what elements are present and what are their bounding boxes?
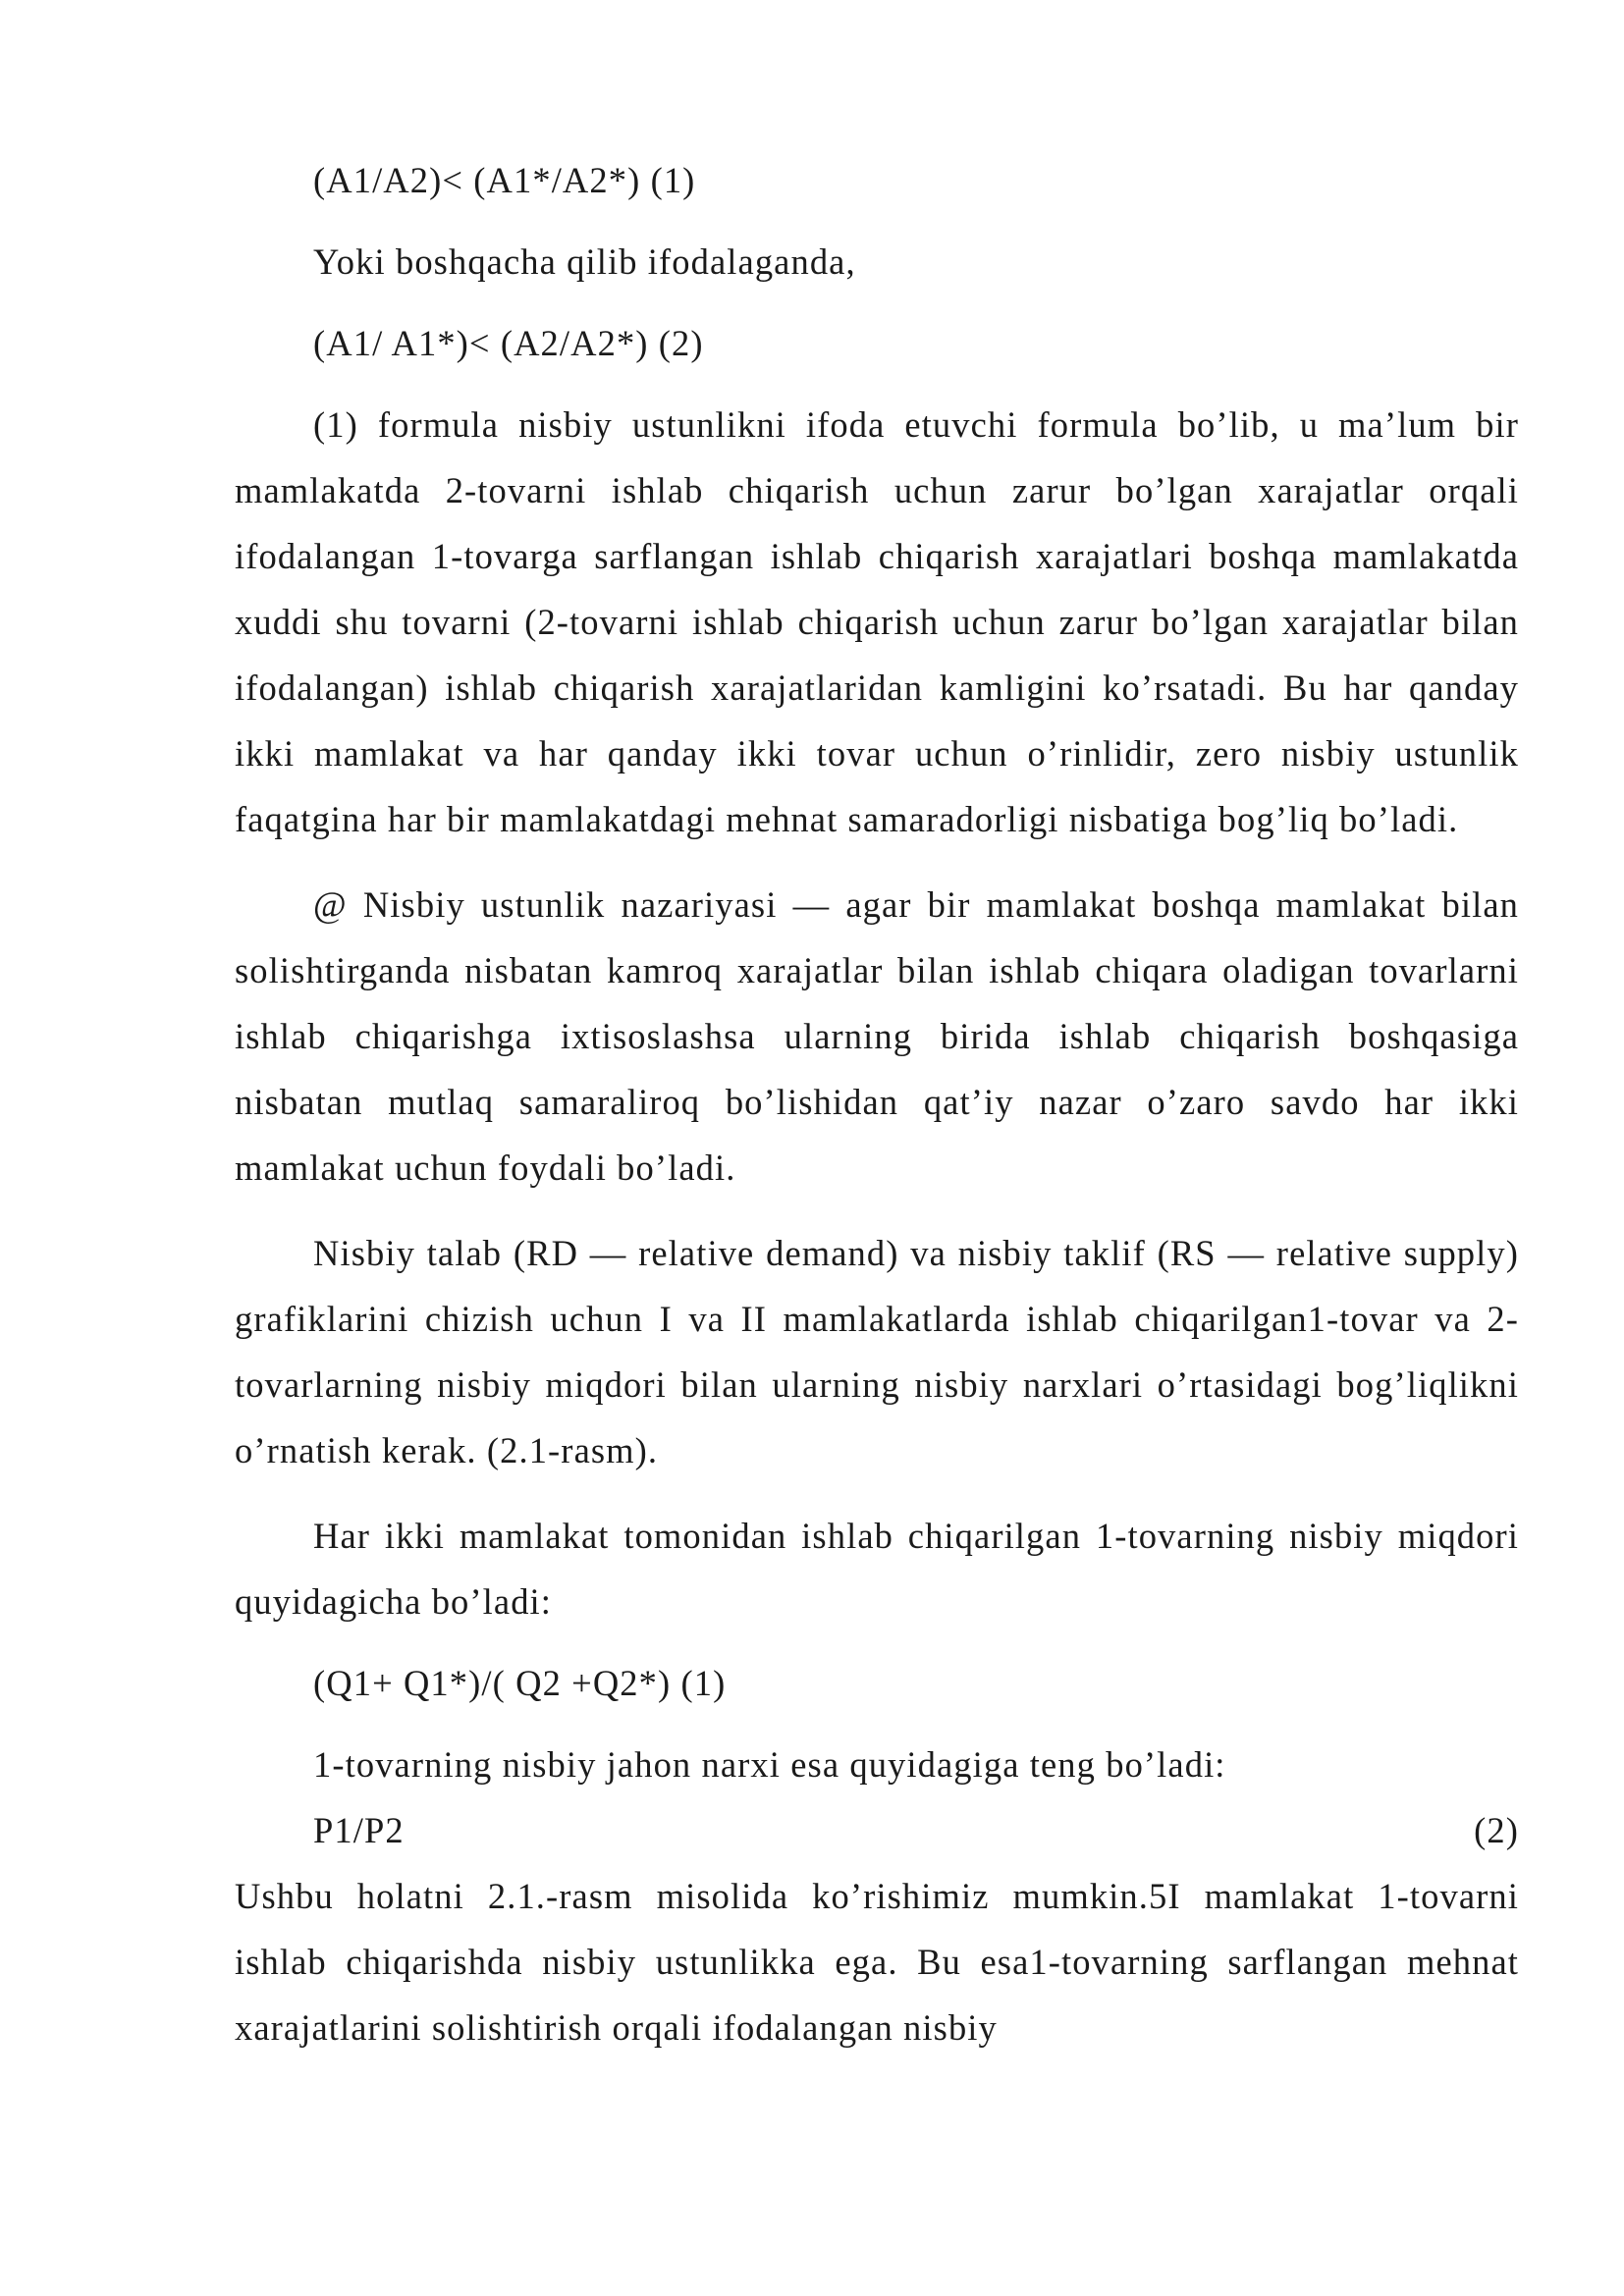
paragraph-rd-rs: Nisbiy talab (RD — relative demand) va nisbiy taklif (RS — relative supply) grafiklarini chizish uchun I va II mamlakatlarda ishlab chiqarilgan1-tovar va 2-tovarlarning nisbiy miqdori bilan ularning nisbiy narxlari o’rtasidagi bog’liqlikni o’rnatish kerak. (2.1-rasm).: [235, 1233, 1519, 1470]
formula-2: (A1/ A1*)< (A2/A2*) (2): [313, 323, 704, 363]
formula-1: (A1/A2)< (A1*/A2*) (1): [313, 160, 696, 200]
paragraph-relative-advantage-formula: (1) formula nisbiy ustunlikni ifoda etuvchi formula bo’lib, u ma’lum bir mamlakatda 2-tovarni ishlab chiqarish uchun zarur bo’lgan xarajatlar orqali ifodalangan 1-tovarga sarflangan ishlab chiqarish xarajatlari boshqa mamlakatda xuddi shu tovarni (2-tovarni ishlab chiqarish uchun zarur bo’lgan xarajatlar bilan ifodalangan) ishlab chiqarish xarajatlaridan kamligini ko’rsatadi. Bu har qanday ikki mamlakat va har qanday ikki tovar uchun o’rinlidir, zero nisbiy ustunlik faqatgina har bir mamlakatdagi mehnat samaradorligi nisbatiga bog’liq bo’ladi.: [235, 404, 1519, 839]
page-body: [235, 147, 1519, 2060]
paragraph-relative-quantity: Har ikki mamlakat tomonidan ishlab chiqarilgan 1-tovarning nisbiy miqdori quyidagicha bo’ladi:: [235, 1516, 1519, 1622]
formula-4-row: [235, 1797, 1519, 1863]
paragraph-theory-definition: @ Nisbiy ustunlik nazariyasi — agar bir mamlakat boshqa mamlakat bilan solishtirganda nisbatan kamroq xarajatlar bilan ishlab chiqara oladigan tovarlarni ishlab chiqarishga ixtisoslashsa ularning birida ishlab chiqarish boshqasiga nisbatan mutlaq samaraliroq bo’lishidan qat’iy nazar o’zaro savdo har ikki mamlakat uchun foydali bo’ladi.: [235, 884, 1519, 1188]
formula-4: P1/P2: [313, 1810, 405, 1850]
paragraph-example: Ushbu holatni 2.1.-rasm misolida ko’rishimiz mumkin.5I mamlakat 1-tovarni ishlab chiqarishda nisbiy ustunlikka ega. Bu esa1-tovarning sarflangan mehnat xarajatlarini solishtirish orqali ifodalangan nisbiy: [235, 1876, 1519, 2048]
world-price-line: 1-tovarning nisbiy jahon narxi esa quyidagiga teng bo’ladi:: [313, 1744, 1226, 1785]
formula-4-number: (2): [1474, 1810, 1519, 1850]
formula-3: (Q1+ Q1*)/( Q2 +Q2*) (1): [313, 1663, 727, 1703]
intro-line: Yoki boshqacha qilib ifodalaganda,: [313, 241, 856, 282]
